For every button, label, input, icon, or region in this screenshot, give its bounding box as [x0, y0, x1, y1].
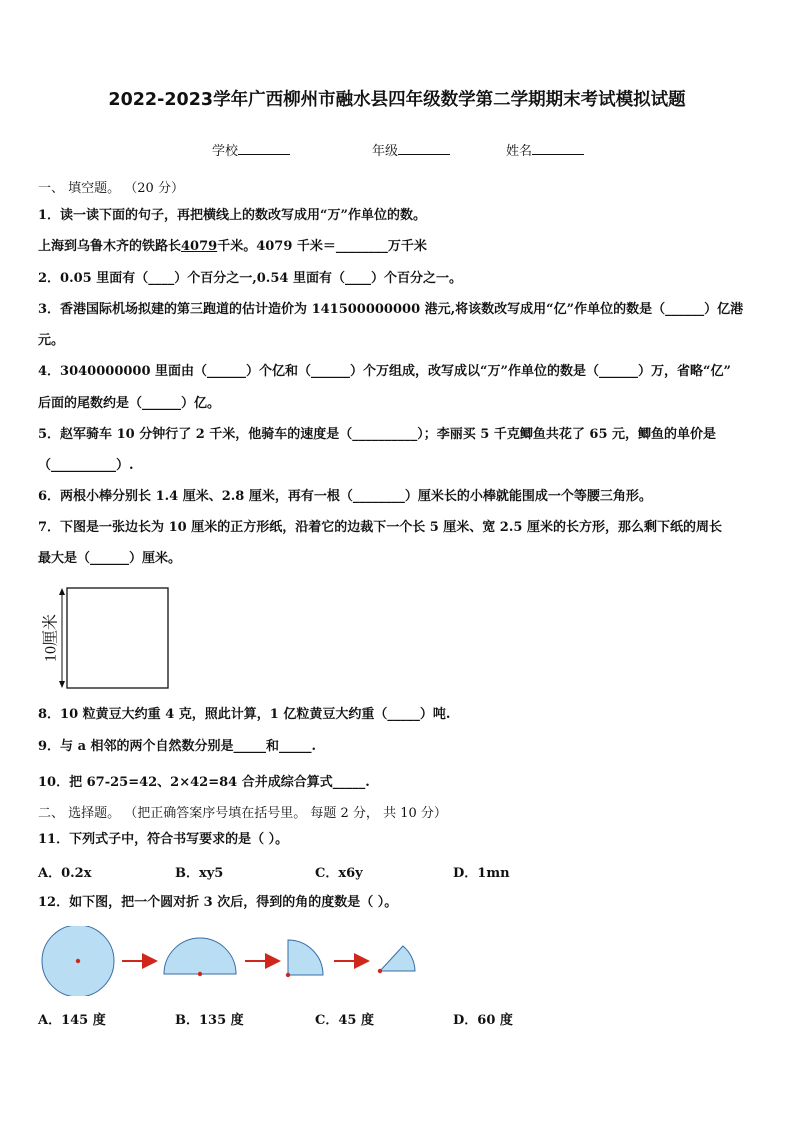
question-10-text: 10．把 67-25=42、2×42=84 合并成综合算式_____. [38, 775, 370, 790]
grade-label: 年级 [372, 144, 399, 159]
question-7-text-cont: 最大是（______）厘米。 [38, 551, 182, 566]
question-1-sentence-post: 千米。4079 千米＝________万千米 [217, 239, 427, 254]
dimension-arrow-down-icon [59, 681, 65, 688]
question-9-text: 9．与 a 相邻的两个自然数分别是_____和_____. [38, 739, 317, 754]
section-heading-fill-blank: 一、 填空题。 （20 分） [38, 181, 184, 196]
question-1-sentence-pre: 上海到乌鲁木齐的铁路长 [38, 239, 182, 254]
grade-blank[interactable] [398, 142, 450, 155]
question-8-text: 8．10 粒黄豆大约重 4 克，照此计算，1 亿粒黄豆大约重（_____）吨. [38, 707, 451, 722]
option-a[interactable]: A．0.2x [38, 866, 92, 881]
question-1-text: 1．读一读下面的句子，再把横线上的数改写成用“万”作单位的数。 [38, 208, 427, 223]
question-5-text: 5．赵军骑车 10 分钟行了 2 千米，他骑车的速度是（__________）；李丽买 5 千克鲫鱼共花了 65 元，鲫鱼的单价是 [38, 427, 717, 442]
option-b[interactable]: B．xy5 [175, 866, 224, 881]
question-12-options [38, 1009, 762, 1027]
grade-field[interactable] [372, 140, 450, 159]
quarter-circle-center-dot [286, 973, 290, 977]
dimension-label: 10厘米 [42, 613, 60, 663]
school-blank[interactable] [238, 142, 290, 155]
option-a[interactable]: A．145 度 [38, 1013, 106, 1028]
circle-center-dot [76, 959, 80, 963]
half-circle-center-dot [198, 972, 202, 976]
name-blank[interactable] [532, 142, 584, 155]
page-title: 2022-2023学年广西柳州市融水县四年级数学第二学期期末考试模拟试题 [108, 90, 686, 110]
option-c[interactable]: C．45 度 [315, 1013, 374, 1028]
option-d[interactable]: D．1mn [453, 866, 510, 881]
quarter-circle-shape [288, 940, 323, 975]
school-label: 学校 [212, 144, 239, 159]
dimension-arrow-up-icon [59, 588, 65, 595]
question-5-text-cont: （__________）. [38, 458, 134, 473]
half-circle-shape [164, 938, 236, 974]
square-paper-figure [36, 584, 176, 694]
question-11-options [38, 862, 762, 880]
option-d[interactable]: D．60 度 [453, 1013, 513, 1028]
question-12-text: 12．如下图，把一个圆对折 3 次后，得到的角的度数是（ ）。 [38, 895, 398, 910]
eighth-circle-center-dot [378, 969, 382, 973]
square-outline [67, 588, 168, 688]
option-c[interactable]: C．x6y [315, 866, 363, 881]
question-3-text-cont: 元。 [38, 333, 65, 348]
question-2-text: 2．0.05 里面有（____）个百分之一,0.54 里面有（____）个百分之一。 [38, 271, 462, 286]
circle-folding-diagram [38, 926, 438, 996]
section-heading-multiple-choice: 二、 选择题。 （把正确答案序号填在括号里。 每题 2 分， 共 10 分） [38, 806, 447, 821]
name-label: 姓名 [506, 144, 533, 159]
question-1-underlined-number: 4079 [181, 239, 218, 254]
option-b[interactable]: B．135 度 [175, 1013, 244, 1028]
name-field[interactable] [506, 140, 584, 159]
question-6-text: 6．两根小棒分别长 1.4 厘米、2.8 厘米，再有一根（________）厘米长的小棒就能围成一个等腰三角形。 [38, 489, 652, 504]
question-11-text: 11．下列式子中，符合书写要求的是（ ）。 [38, 832, 289, 847]
question-7-text: 7．下图是一张边长为 10 厘米的正方形纸，沿着它的边裁下一个长 5 厘米、宽 2.5 厘米的长方形，那么剩下纸的周长 [38, 520, 722, 535]
question-1-sentence [38, 238, 762, 256]
question-4-text-cont: 后面的尾数约是（______）亿。 [38, 396, 221, 411]
eighth-circle-shape [380, 946, 415, 971]
student-info-row [0, 140, 794, 162]
question-3-text: 3．香港国际机场拟建的第三跑道的估计造价为 141500000000 港元,将该数改写成用“亿”作单位的数是（______）亿港 [38, 302, 744, 317]
school-field[interactable] [212, 140, 290, 159]
question-4-text: 4．3040000000 里面由（______）个亿和（______）个万组成，改写成以“万”作单位的数是（______）万，省略“亿” [38, 364, 731, 379]
